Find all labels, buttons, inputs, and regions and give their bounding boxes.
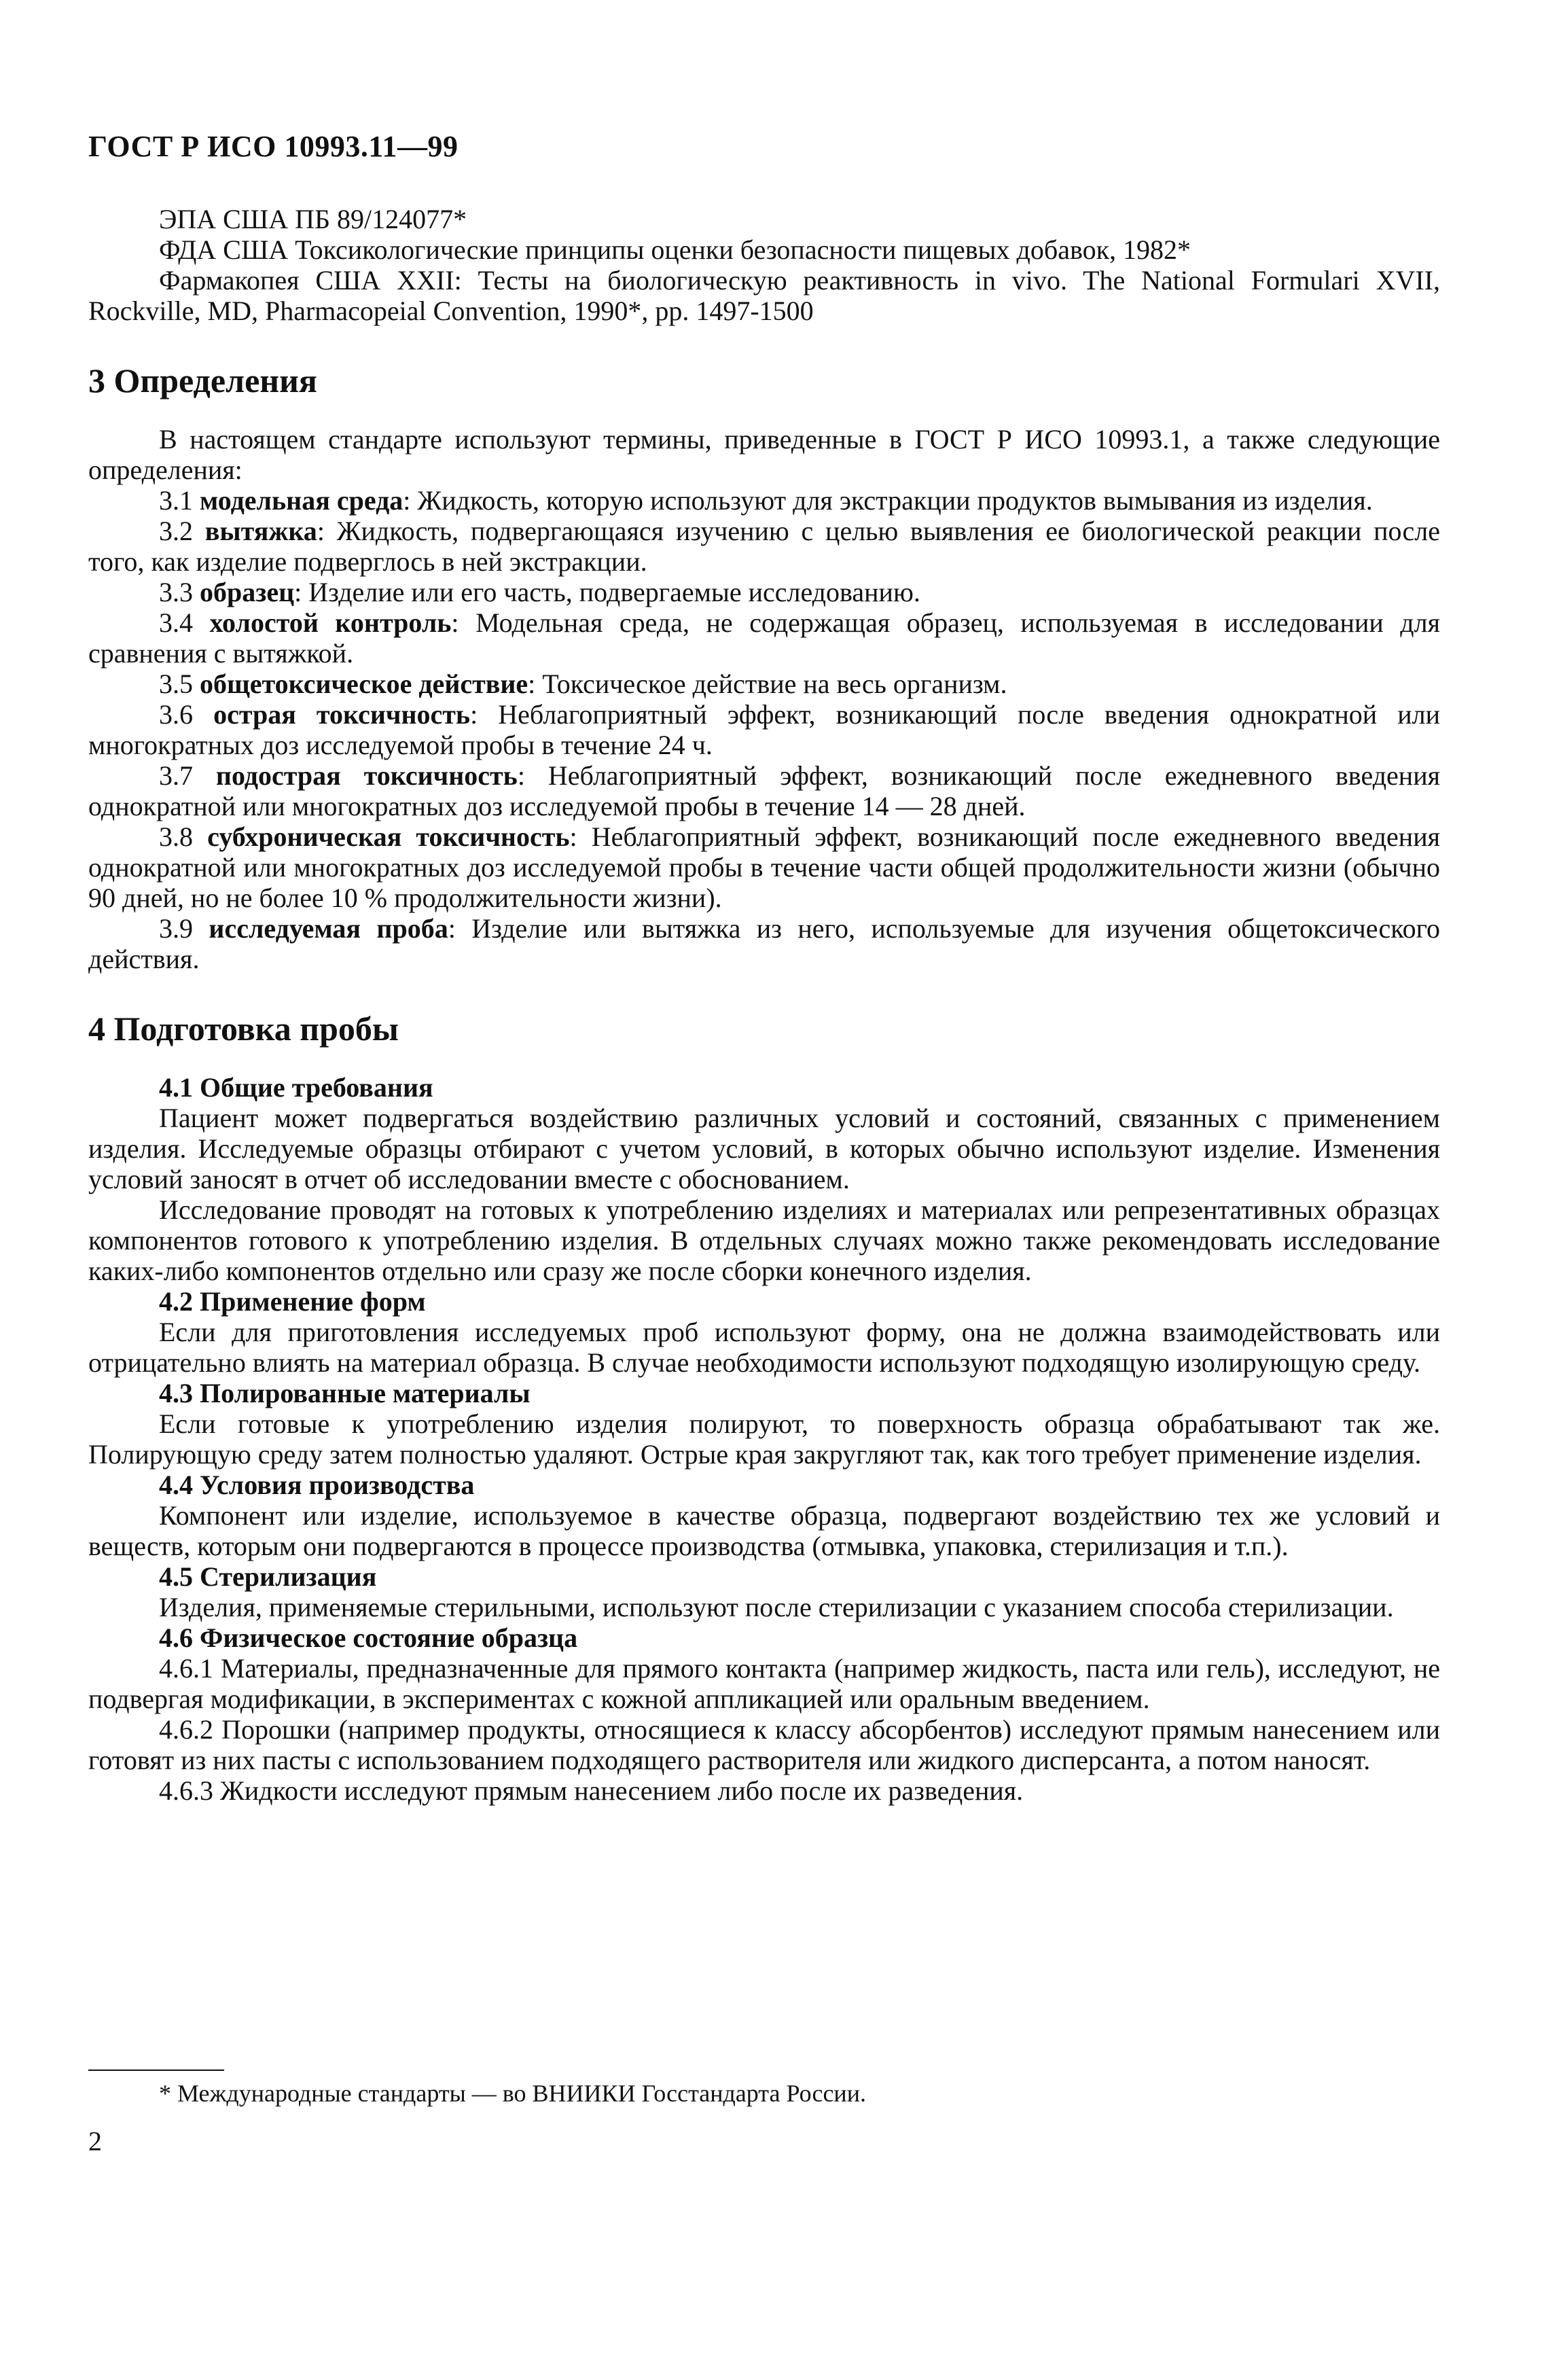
subsection-4-1-paragraph-2: Исследование проводят на готовых к употреблению изделиях и материалах или репрезентативных образцах компонентов готового к употреблению изделия. В отдельных случаях можно также рекомендовать исследование каких-либо компонентов отдельно или сразу же после сборки конечного изделия. xyxy=(88,1194,1440,1286)
subsection-4-4-title: 4.4 Условия производства xyxy=(159,1470,475,1500)
definition-text: : Изделие или его часть, подвергаемые исследованию. xyxy=(294,577,920,607)
definition-number: 3.8 xyxy=(159,821,193,852)
definition-number: 3.7 xyxy=(159,760,193,791)
subsection-4-6-1: 4.6.1 Материалы, предназначенные для прямого контакта (например жидкость, паста или гель), исследуют, не подвергая модификации, в экспериментах с кожной аппликацией или оральным введением. xyxy=(88,1653,1440,1714)
definition-number: 3.4 xyxy=(159,607,193,638)
definition-number: 3.1 xyxy=(159,485,193,516)
definition-number: 3.2 xyxy=(159,516,193,546)
definition-text: : Жидкость, которую используют для экстракции продуктов вымывания из изделия. xyxy=(403,485,1373,516)
definition-text: : Жидкость, подвергающаяся изучению с целью выявления ее биологической реакции после того, как изделие подверглось в ней экстракции. xyxy=(88,516,1440,577)
subsection-4-1-title: 4.1 Общие требования xyxy=(159,1072,433,1103)
definition-term: подострая токсичность xyxy=(215,760,518,791)
definition-3-8 xyxy=(88,821,1440,913)
section-4-title: 4 Подготовка пробы xyxy=(88,1010,399,1048)
definition-3-5 xyxy=(88,669,1440,699)
section-3-intro: В настоящем стандарте используют термины, приведенные в ГОСТ Р ИСО 10993.1, а также следующие определения: xyxy=(88,424,1440,485)
definition-number: 3.5 xyxy=(159,669,193,699)
definition-term: общетоксическое действие xyxy=(200,669,528,699)
footnote: * Международные стандарты — во ВНИИКИ Госстандарта России. xyxy=(159,2080,866,2107)
subsection-4-5-paragraph: Изделия, применяемые стерильными, используют после стерилизации с указанием способа стерилизации. xyxy=(159,1592,1394,1622)
definition-3-7 xyxy=(88,760,1440,821)
definition-term: холостой контроль xyxy=(209,607,452,638)
definition-number: 3.6 xyxy=(159,699,193,730)
subsection-4-2-paragraph: Если для приготовления исследуемых проб используют форму, она не должна взаимодействовать или отрицательно влиять на материал образца. В случае необходимости используют подходящую изолирующую среду. xyxy=(88,1317,1440,1378)
definition-term: исследуемая проба xyxy=(209,913,448,944)
subsection-4-4-paragraph: Компонент или изделие, используемое в качестве образца, подвергают воздействию тех же условий и веществ, которым они подвергаются в процессе производства (отмывка, упаковка, стерилизация и т.п.). xyxy=(88,1500,1440,1561)
subsection-4-3-paragraph: Если готовые к употреблению изделия полируют, то поверхность образца обрабатывают так же. Полирующую среду затем полностью удаляют. Острые края закругляют так, как того требует применение изделия. xyxy=(88,1408,1440,1470)
subsection-4-6-3: 4.6.3 Жидкости исследуют прямым нанесением либо после их разведения. xyxy=(159,1775,1024,1806)
definition-term: субхроническая токсичность xyxy=(207,821,570,852)
definition-term: образец xyxy=(200,577,295,607)
footnote-divider xyxy=(88,2070,224,2071)
subsection-4-3-title: 4.3 Полированные материалы xyxy=(159,1378,531,1408)
subsection-4-2-title: 4.2 Применение форм xyxy=(159,1286,426,1317)
subsection-4-1-paragraph-1: Пациент может подвергаться воздействию различных условий и состояний, связанных с применением изделия. Исследуемые образцы отбирают с учетом условий, в которых обычно используют изделие. Изменения условий заносят в отчет об исследовании вместе с обоснованием. xyxy=(88,1103,1440,1194)
definition-text: : Модельная среда, не содержащая образец, используемая в исследовании для сравнения с вытяжкой. xyxy=(88,607,1441,669)
definition-text: : Токсическое действие на весь организм. xyxy=(528,669,1007,699)
definition-text: : Неблагоприятный эффект, возникающий после введения однократной или многократных доз исследуемой пробы в течение 24 ч. xyxy=(88,699,1440,760)
definition-3-1 xyxy=(88,485,1440,516)
reference-1: ЭПА США ПБ 89/124077* xyxy=(159,204,467,234)
reference-3: Фармакопея США XXII: Тесты на биологическую реактивность in vivo. The National Formulari XVII, Rockville, MD, Pharmacopeial Convention, 1990*, pp. 1497-1500 xyxy=(88,265,1440,326)
definition-term: острая токсичность xyxy=(213,699,471,730)
definition-number: 3.9 xyxy=(159,913,193,944)
definition-text: : Изделие или вытяжка из него, используемые для изучения общетоксического действия. xyxy=(88,913,1441,974)
definition-3-4 xyxy=(88,607,1440,669)
reference-2: ФДА США Токсикологические принципы оценки безопасности пищевых добавок, 1982* xyxy=(159,234,1191,265)
definition-term: вытяжка xyxy=(204,516,317,546)
subsection-4-6-title: 4.6 Физическое состояние образца xyxy=(159,1622,578,1653)
definition-text: : Неблагоприятный эффект, возникающий после ежедневного введения однократной или многократных доз исследуемой пробы в течение 14 — 28 дней. xyxy=(88,760,1441,821)
definition-3-3 xyxy=(88,577,1440,607)
definition-text: : Неблагоприятный эффект, возникающий после ежедневного введения однократной или многократных доз исследуемой пробы в течение части общей продолжительности жизни (обычно 90 дней, но не более 10 % продолжительности жизни). xyxy=(88,821,1441,913)
document-body xyxy=(88,204,1440,1806)
document-header: ГОСТ Р ИСО 10993.11—99 xyxy=(88,130,459,163)
section-3-title: 3 Определения xyxy=(88,361,317,399)
definition-3-6 xyxy=(88,699,1440,760)
definition-term: модельная среда xyxy=(200,485,403,516)
page-number: 2 xyxy=(88,2126,102,2156)
definition-3-9 xyxy=(88,913,1440,974)
definition-3-2 xyxy=(88,516,1440,577)
subsection-4-5-title: 4.5 Стерилизация xyxy=(159,1561,377,1592)
subsection-4-6-2: 4.6.2 Порошки (например продукты, относящиеся к классу абсорбентов) исследуют прямым нанесением или готовят из них пасты с использованием подходящего растворителя или жидкого дисперсанта, а потом наносят. xyxy=(88,1714,1440,1775)
definition-number: 3.3 xyxy=(159,577,193,607)
